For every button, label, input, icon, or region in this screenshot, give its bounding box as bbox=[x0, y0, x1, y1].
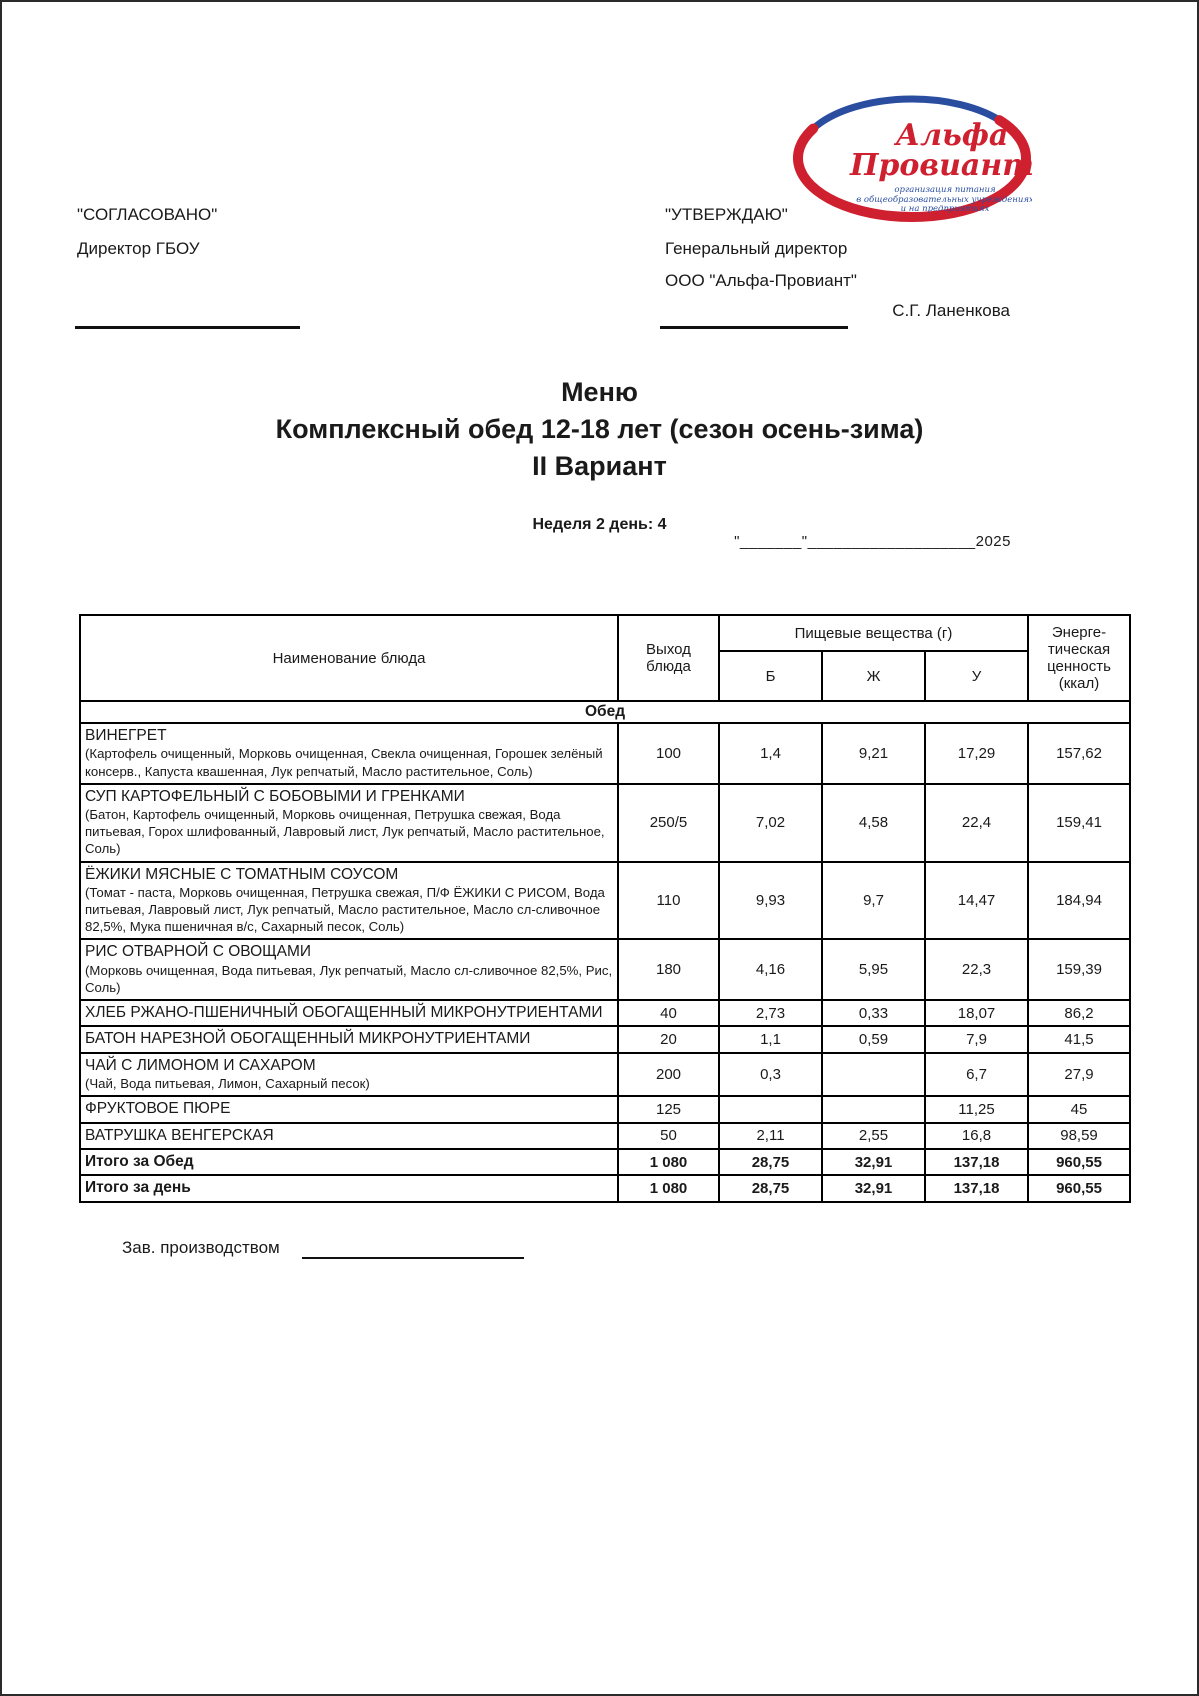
document-title-block bbox=[2, 374, 1197, 485]
approved-signer-name: С.Г. Ланенкова bbox=[892, 301, 1010, 320]
table-row bbox=[80, 1026, 1130, 1052]
table-row bbox=[80, 1000, 1130, 1026]
col-header-fat: Ж bbox=[822, 651, 925, 701]
output-value: 50 bbox=[618, 1123, 719, 1149]
dish-name-cell bbox=[80, 1149, 618, 1175]
table-row bbox=[80, 784, 1130, 862]
energy-value: 27,9 bbox=[1028, 1053, 1130, 1097]
table-row bbox=[80, 939, 1130, 1000]
protein-value: 7,02 bbox=[719, 784, 822, 862]
title-line-meal: Комплексный обед 12-18 лет (сезон осень-зима) bbox=[275, 414, 924, 444]
table-row bbox=[80, 1053, 1130, 1097]
output-value: 200 bbox=[618, 1053, 719, 1097]
logo-tagline-3: и на предприятиях bbox=[900, 204, 990, 214]
protein-value: 28,75 bbox=[719, 1149, 822, 1175]
carbs-value: 11,25 bbox=[925, 1096, 1028, 1122]
agreed-subtitle: Директор ГБОУ bbox=[77, 239, 200, 258]
output-value: 20 bbox=[618, 1026, 719, 1052]
production-manager-label: Зав. производством bbox=[122, 1238, 280, 1257]
dish-ingredients: (Морковь очищенная, Вода питьевая, Лук репчатый, Масло сл-сливочное 82,5%, Рис, Соль) bbox=[85, 962, 613, 995]
logo-tagline-1: организация питания bbox=[894, 185, 996, 195]
dish-name-cell bbox=[80, 723, 618, 784]
energy-value: 86,2 bbox=[1028, 1000, 1130, 1026]
dish-name: ВИНЕГРЕТ bbox=[85, 727, 167, 744]
menu-table bbox=[79, 614, 1131, 1203]
output-value: 1 080 bbox=[618, 1175, 719, 1201]
protein-value: 4,16 bbox=[719, 939, 822, 1000]
protein-value: 9,93 bbox=[719, 862, 822, 940]
dish-name: РИС ОТВАРНОЙ С ОВОЩАМИ bbox=[85, 943, 312, 961]
dish-name-cell bbox=[80, 939, 618, 1000]
production-manager-signature-line bbox=[302, 1239, 524, 1259]
dish-ingredients: (Чай, Вода питьевая, Лимон, Сахарный песок) bbox=[85, 1076, 370, 1092]
title-line-variant: II Вариант bbox=[532, 451, 667, 481]
table-row bbox=[80, 723, 1130, 784]
carbs-value: 14,47 bbox=[925, 862, 1028, 940]
dish-name-cell bbox=[80, 1175, 618, 1201]
energy-value: 960,55 bbox=[1028, 1149, 1130, 1175]
approved-line3: ООО "Альфа-Провиант" bbox=[665, 271, 857, 290]
carbs-value: 7,9 bbox=[925, 1026, 1028, 1052]
energy-value: 157,62 bbox=[1028, 723, 1130, 784]
dish-ingredients: (Картофель очищенный, Морковь очищенная, Свекла очищенная, Горошек зелёный консерв., Капуста квашенная, Лук репчатый, Масло растительное, Соль) bbox=[85, 746, 603, 779]
dish-name-cell bbox=[80, 1096, 618, 1122]
col-header-energy: Энерге-тическая ценность (ккал) bbox=[1028, 615, 1130, 701]
dish-ingredients: (Томат - паста, Морковь очищенная, Петрушка свежая, П/Ф ЁЖИКИ С РИСОМ, Вода питьевая, Лавровый лист, Лук репчатый, Масло растительное, Масло сл-сливочное 82,5%, Мука пшеничная в/с, Сахарный песок, Соль) bbox=[85, 884, 605, 935]
dish-name-cell bbox=[80, 1026, 618, 1052]
output-value: 1 080 bbox=[618, 1149, 719, 1175]
fat-value: 32,91 bbox=[822, 1175, 925, 1201]
energy-value: 960,55 bbox=[1028, 1175, 1130, 1201]
menu-table-body bbox=[80, 701, 1130, 1202]
date-blank-line: "_______"___________________2025 bbox=[734, 533, 1011, 550]
carbs-value: 22,4 bbox=[925, 784, 1028, 862]
carbs-value: 6,7 bbox=[925, 1053, 1028, 1097]
fat-value: 0,59 bbox=[822, 1026, 925, 1052]
energy-value: 184,94 bbox=[1028, 862, 1130, 940]
total-row bbox=[80, 1149, 1130, 1175]
output-value: 100 bbox=[618, 723, 719, 784]
fat-value: 32,91 bbox=[822, 1149, 925, 1175]
carbs-value: 137,18 bbox=[925, 1175, 1028, 1201]
alfa-proviant-logo bbox=[792, 95, 1032, 225]
output-value: 40 bbox=[618, 1000, 719, 1026]
table-row bbox=[80, 1123, 1130, 1149]
fat-value: 2,55 bbox=[822, 1123, 925, 1149]
protein-value: 28,75 bbox=[719, 1175, 822, 1201]
dish-name: Итого за день bbox=[85, 1179, 191, 1197]
fat-value bbox=[822, 1053, 925, 1097]
dish-name: ЧАЙ С ЛИМОНОМ И САХАРОМ bbox=[85, 1056, 316, 1074]
logo-tagline-2: в общеобразовательных учреждениях bbox=[856, 195, 1032, 205]
dish-ingredients: (Батон, Картофель очищенный, Морковь очищенная, Петрушка свежая, Вода питьевая, Горох шлифованный, Лавровый лист, Лук репчатый, Масло растительное, Соль) bbox=[85, 807, 605, 857]
energy-value: 45 bbox=[1028, 1096, 1130, 1122]
protein-value: 0,3 bbox=[719, 1053, 822, 1097]
dish-name: ЁЖИКИ МЯСНЫЕ С ТОМАТНЫМ СОУСОМ bbox=[85, 865, 399, 883]
energy-value: 41,5 bbox=[1028, 1026, 1130, 1052]
fat-value: 0,33 bbox=[822, 1000, 925, 1026]
approved-line2: Генеральный директор bbox=[665, 239, 848, 258]
fat-value: 5,95 bbox=[822, 939, 925, 1000]
menu-table-header bbox=[80, 615, 1130, 701]
signature-line-left bbox=[75, 312, 300, 329]
dish-name-cell bbox=[80, 784, 618, 862]
output-value: 250/5 bbox=[618, 784, 719, 862]
carbs-value: 22,3 bbox=[925, 939, 1028, 1000]
title-line-menu: Меню bbox=[561, 377, 638, 407]
fat-value: 9,21 bbox=[822, 723, 925, 784]
logo-ellipse-icon bbox=[792, 95, 1032, 225]
output-value: 180 bbox=[618, 939, 719, 1000]
week-day-label: Неделя 2 день: 4 bbox=[532, 516, 667, 533]
col-header-nutrients-group: Пищевые вещества (г) bbox=[719, 615, 1028, 651]
dish-name: БАТОН НАРЕЗНОЙ ОБОГАЩЕННЫЙ МИКРОНУТРИЕНТАМИ bbox=[85, 1030, 531, 1048]
protein-value: 2,11 bbox=[719, 1123, 822, 1149]
output-value: 125 bbox=[618, 1096, 719, 1122]
dish-name: Итого за Обед bbox=[85, 1153, 194, 1171]
logo-name-line2: Провиант bbox=[850, 148, 1032, 183]
dish-name-cell bbox=[80, 1053, 618, 1097]
dish-name: ФРУКТОВОЕ ПЮРЕ bbox=[85, 1100, 231, 1118]
col-header-protein: Б bbox=[719, 651, 822, 701]
protein-value: 1,1 bbox=[719, 1026, 822, 1052]
dish-name: ВАТРУШКА ВЕНГЕРСКАЯ bbox=[85, 1126, 274, 1144]
protein-value: 1,4 bbox=[719, 723, 822, 784]
dish-name-cell bbox=[80, 1000, 618, 1026]
protein-value bbox=[719, 1096, 822, 1122]
protein-value: 2,73 bbox=[719, 1000, 822, 1026]
approved-title: "УТВЕРЖДАЮ" bbox=[665, 205, 788, 224]
agreed-title: "СОГЛАСОВАНО" bbox=[77, 205, 218, 224]
section-row bbox=[80, 701, 1130, 723]
col-header-dish-name: Наименование блюда bbox=[80, 615, 618, 701]
table-row bbox=[80, 1096, 1130, 1122]
dish-name: СУП КАРТОФЕЛЬНЫЙ С БОБОВЫМИ И ГРЕНКАМИ bbox=[85, 787, 465, 805]
energy-value: 159,41 bbox=[1028, 784, 1130, 862]
section-label: Обед bbox=[80, 701, 1130, 723]
fat-value: 4,58 bbox=[822, 784, 925, 862]
logo-name-line1: Альфа bbox=[895, 118, 1009, 153]
energy-value: 98,59 bbox=[1028, 1123, 1130, 1149]
total-row bbox=[80, 1175, 1130, 1201]
carbs-value: 18,07 bbox=[925, 1000, 1028, 1026]
carbs-value: 17,29 bbox=[925, 723, 1028, 784]
output-value: 110 bbox=[618, 862, 719, 940]
fat-value: 9,7 bbox=[822, 862, 925, 940]
col-header-output: Выход блюда bbox=[618, 615, 719, 701]
dish-name-cell bbox=[80, 1123, 618, 1149]
energy-value: 159,39 bbox=[1028, 939, 1130, 1000]
table-row bbox=[80, 862, 1130, 940]
carbs-value: 16,8 bbox=[925, 1123, 1028, 1149]
carbs-value: 137,18 bbox=[925, 1149, 1028, 1175]
dish-name-cell bbox=[80, 862, 618, 940]
col-header-carbs: У bbox=[925, 651, 1028, 701]
fat-value bbox=[822, 1096, 925, 1122]
signature-line-right bbox=[660, 312, 848, 329]
dish-name: ХЛЕБ РЖАНО-ПШЕНИЧНЫЙ ОБОГАЩЕННЫЙ МИКРОНУТРИЕНТАМИ bbox=[85, 1004, 603, 1022]
